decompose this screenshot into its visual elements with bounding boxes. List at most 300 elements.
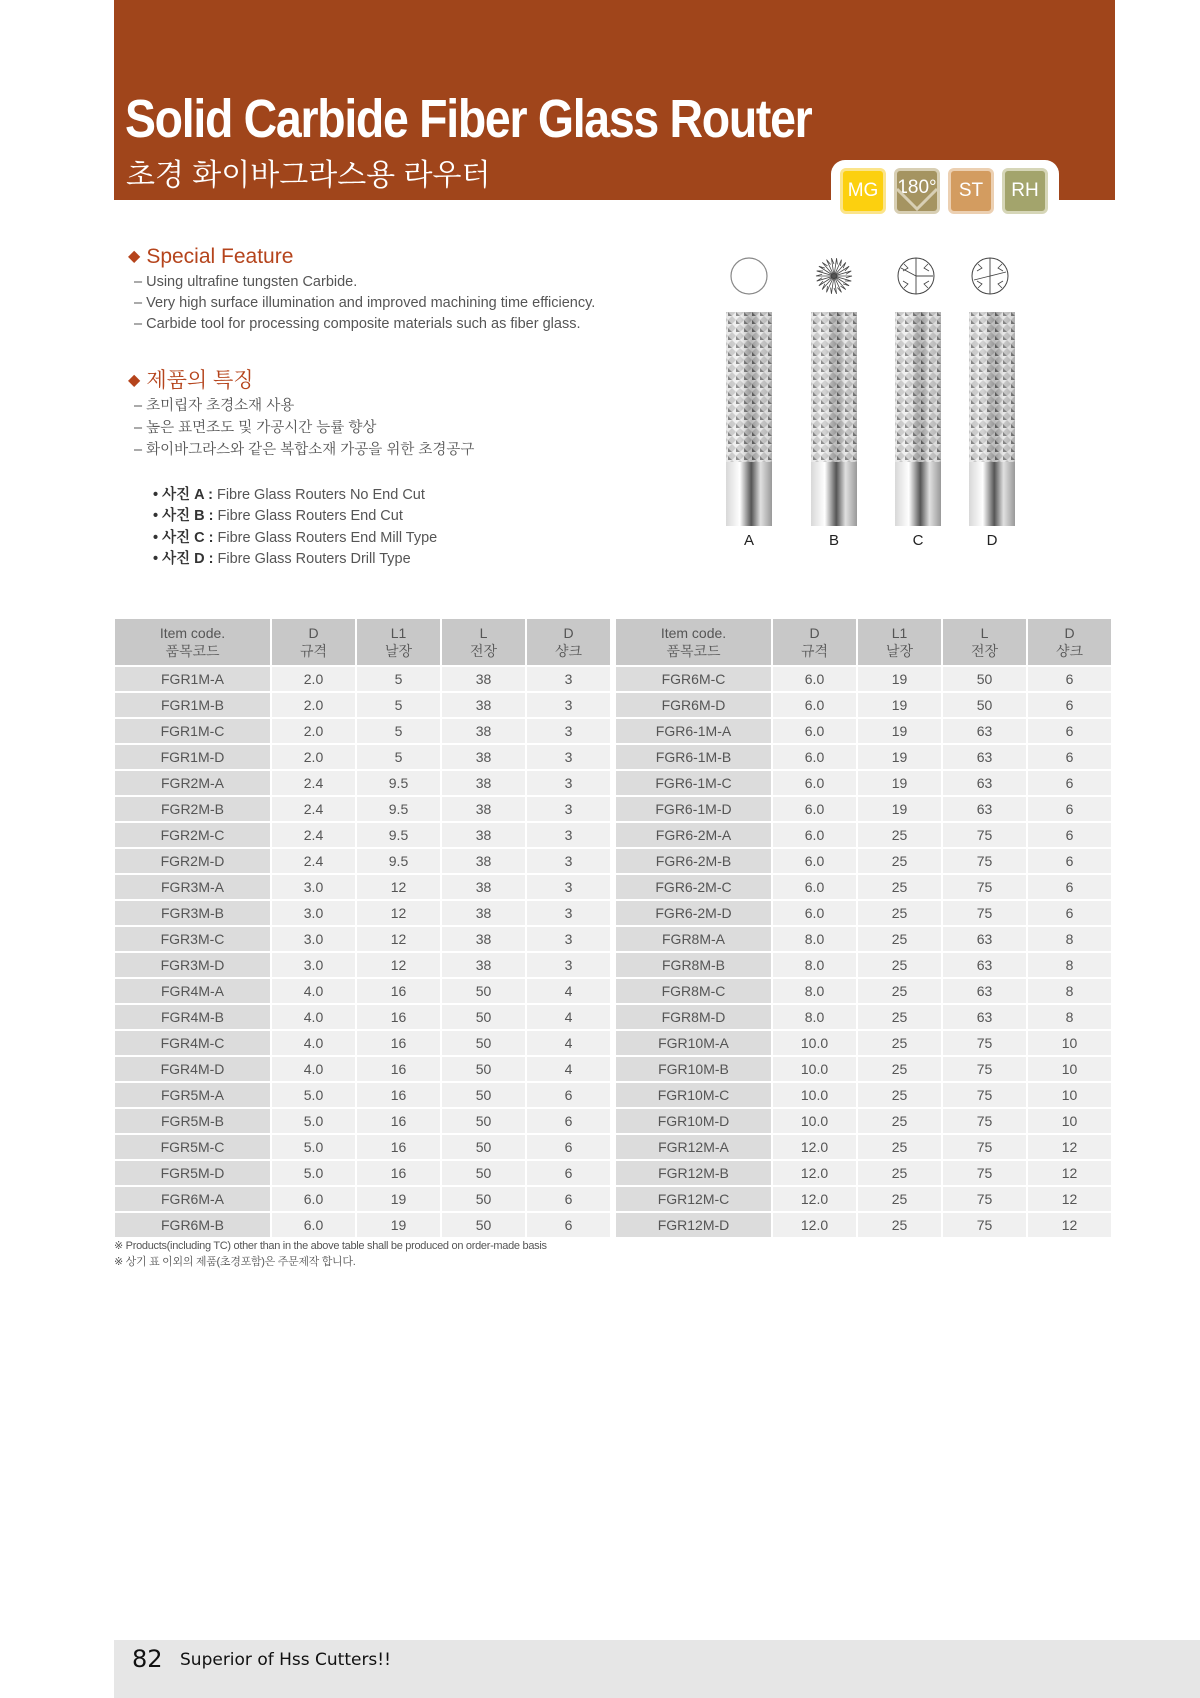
table-row: [115, 823, 610, 847]
table-row: [115, 719, 610, 743]
header-overall-length: L 전장: [442, 619, 525, 665]
cell-overall-length: 38: [442, 667, 525, 691]
cell-flute-length: 25: [858, 1109, 941, 1133]
cell-flute-length: 25: [858, 1161, 941, 1185]
cell-item-code: FGR2M-A: [115, 771, 270, 795]
cell-item-code: FGR10M-D: [616, 1109, 771, 1133]
header-item-code: Item code. 품목코드: [115, 619, 270, 665]
feature-ko-item: – 높은 표면조도 및 가공시간 능률 향상: [134, 420, 377, 436]
cell-flute-length: 25: [858, 1031, 941, 1055]
cell-overall-length: 38: [442, 719, 525, 743]
cell-item-code: FGR12M-B: [616, 1161, 771, 1185]
cell-diameter: 6.0: [773, 823, 856, 847]
cell-overall-length: 50: [442, 1187, 525, 1211]
table-row: [616, 927, 1111, 951]
cell-diameter: 6.0: [773, 667, 856, 691]
special-feature-heading: ◆ Special Feature: [128, 245, 294, 268]
cross-section-b-icon: [814, 256, 854, 296]
photo-legend-item: • 사진 A : Fibre Glass Routers No End Cut: [153, 487, 425, 503]
badge-st: ST: [948, 168, 994, 214]
table-row: [115, 797, 610, 821]
cell-overall-length: 75: [943, 1213, 1026, 1237]
table-row: [115, 1135, 610, 1159]
cell-item-code: FGR8M-A: [616, 927, 771, 951]
cell-item-code: FGR6-1M-A: [616, 719, 771, 743]
cell-diameter: 2.4: [272, 823, 355, 847]
cell-shank: 6: [1028, 797, 1111, 821]
helix-angle-label: 180°: [897, 177, 937, 198]
v-shape-icon: [897, 187, 937, 211]
note-en: ※ Products(including TC) other than in the above table shall be produced on order-made basis: [114, 1240, 547, 1252]
cell-shank: 3: [527, 667, 610, 691]
cell-overall-length: 50: [943, 693, 1026, 717]
cell-item-code: FGR8M-B: [616, 953, 771, 977]
cell-diameter: 8.0: [773, 953, 856, 977]
cell-flute-length: 12: [357, 901, 440, 925]
diamond-bullet-icon: ◆: [128, 248, 141, 265]
cell-shank: 12: [1028, 1213, 1111, 1237]
cell-flute-length: 19: [858, 719, 941, 743]
cell-shank: 10: [1028, 1109, 1111, 1133]
cell-flute-length: 5: [357, 719, 440, 743]
cell-flute-length: 25: [858, 875, 941, 899]
feature-ko-item: – 화이바그라스와 같은 복합소재 가공을 위한 초경공구: [134, 442, 475, 458]
table-row: [616, 1109, 1111, 1133]
cell-shank: 3: [527, 927, 610, 951]
badge-mg: MG: [840, 168, 886, 214]
table-row: [115, 1161, 610, 1185]
cell-overall-length: 75: [943, 849, 1026, 873]
cell-shank: 3: [527, 901, 610, 925]
cell-shank: 6: [527, 1161, 610, 1185]
table-header-row: [115, 619, 610, 665]
cell-flute-length: 9.5: [357, 849, 440, 873]
cell-flute-length: 9.5: [357, 797, 440, 821]
cell-shank: 3: [527, 849, 610, 873]
cell-flute-length: 25: [858, 927, 941, 951]
cell-flute-length: 25: [858, 1057, 941, 1081]
spec-table-right: [614, 617, 1113, 1239]
cell-flute-length: 19: [858, 771, 941, 795]
cell-overall-length: 50: [442, 1057, 525, 1081]
cell-item-code: FGR5M-C: [115, 1135, 270, 1159]
cell-flute-length: 19: [858, 667, 941, 691]
cell-item-code: FGR1M-B: [115, 693, 270, 717]
cell-diameter: 2.0: [272, 719, 355, 743]
cell-overall-length: 75: [943, 1161, 1026, 1185]
cell-flute-length: 25: [858, 849, 941, 873]
cell-overall-length: 50: [442, 1031, 525, 1055]
cell-overall-length: 63: [943, 1005, 1026, 1029]
header-flute-length: L1 날장: [357, 619, 440, 665]
cell-flute-length: 12: [357, 927, 440, 951]
cell-item-code: FGR10M-B: [616, 1057, 771, 1081]
cell-shank: 6: [1028, 875, 1111, 899]
cell-shank: 3: [527, 875, 610, 899]
cell-shank: 3: [527, 771, 610, 795]
feature-ko-item: – 초미립자 초경소재 사용: [134, 398, 295, 414]
cell-flute-length: 5: [357, 693, 440, 717]
cell-flute-length: 25: [858, 1213, 941, 1237]
cell-overall-length: 63: [943, 979, 1026, 1003]
table-row: [115, 1083, 610, 1107]
cell-shank: 8: [1028, 1005, 1111, 1029]
cell-flute-length: 25: [858, 1135, 941, 1159]
cell-item-code: FGR4M-B: [115, 1005, 270, 1029]
cell-overall-length: 50: [442, 1109, 525, 1133]
table-row: [616, 771, 1111, 795]
cell-shank: 3: [527, 953, 610, 977]
cell-item-code: FGR6-2M-D: [616, 901, 771, 925]
cell-overall-length: 75: [943, 1187, 1026, 1211]
cell-overall-length: 75: [943, 823, 1026, 847]
cell-flute-length: 9.5: [357, 823, 440, 847]
table-row: [115, 667, 610, 691]
cell-flute-length: 16: [357, 1057, 440, 1081]
cell-overall-length: 75: [943, 1109, 1026, 1133]
cell-diameter: 8.0: [773, 979, 856, 1003]
cell-diameter: 3.0: [272, 875, 355, 899]
cell-flute-length: 5: [357, 667, 440, 691]
tool-image-d: [967, 312, 1017, 526]
cell-shank: 4: [527, 1005, 610, 1029]
cell-diameter: 6.0: [773, 771, 856, 795]
cell-shank: 8: [1028, 927, 1111, 951]
cell-diameter: 10.0: [773, 1109, 856, 1133]
cell-item-code: FGR6-1M-C: [616, 771, 771, 795]
cell-item-code: FGR6-2M-A: [616, 823, 771, 847]
table-row: [616, 797, 1111, 821]
cell-flute-length: 25: [858, 979, 941, 1003]
cell-flute-length: 16: [357, 1161, 440, 1185]
cell-diameter: 2.4: [272, 771, 355, 795]
header-shank: D 샹크: [1028, 619, 1111, 665]
table-row: [616, 979, 1111, 1003]
cell-overall-length: 38: [442, 849, 525, 873]
cell-shank: 6: [1028, 771, 1111, 795]
cell-shank: 6: [1028, 849, 1111, 873]
cell-shank: 6: [1028, 823, 1111, 847]
cross-section-a-icon: [729, 256, 769, 296]
tool-image-c: [893, 312, 943, 526]
cell-shank: 12: [1028, 1161, 1111, 1185]
cell-shank: 3: [527, 719, 610, 743]
cell-diameter: 5.0: [272, 1135, 355, 1159]
cell-flute-length: 16: [357, 1031, 440, 1055]
cross-section-c-icon: [896, 256, 936, 296]
table-row: [115, 875, 610, 899]
header-overall-length: L 전장: [943, 619, 1026, 665]
cell-item-code: FGR6M-B: [115, 1213, 270, 1237]
cell-shank: 3: [527, 823, 610, 847]
cell-item-code: FGR6-2M-B: [616, 849, 771, 873]
table-row: [115, 927, 610, 951]
cell-overall-length: 50: [442, 1135, 525, 1159]
cell-item-code: FGR6-2M-C: [616, 875, 771, 899]
cell-item-code: FGR1M-A: [115, 667, 270, 691]
cell-shank: 12: [1028, 1135, 1111, 1159]
cell-flute-length: 16: [357, 1083, 440, 1107]
cell-diameter: 6.0: [773, 745, 856, 769]
cell-overall-length: 38: [442, 927, 525, 951]
table-row: [616, 1213, 1111, 1237]
cell-overall-length: 50: [442, 1083, 525, 1107]
feature-en-item: – Carbide tool for processing composite materials such as fiber glass.: [134, 316, 581, 332]
spec-table-left: [113, 617, 612, 1239]
cell-flute-length: 25: [858, 823, 941, 847]
tool-label-c: C: [912, 532, 924, 549]
cell-shank: 8: [1028, 979, 1111, 1003]
cell-shank: 6: [1028, 719, 1111, 743]
table-row: [115, 953, 610, 977]
cell-diameter: 6.0: [272, 1213, 355, 1237]
cell-overall-length: 50: [442, 1213, 525, 1237]
cell-flute-length: 25: [858, 953, 941, 977]
cell-item-code: FGR3M-A: [115, 875, 270, 899]
cell-shank: 3: [527, 745, 610, 769]
table-row: [616, 1057, 1111, 1081]
cell-item-code: FGR5M-D: [115, 1161, 270, 1185]
table-row: [115, 979, 610, 1003]
cell-diameter: 6.0: [773, 901, 856, 925]
cell-shank: 4: [527, 979, 610, 1003]
cell-diameter: 10.0: [773, 1057, 856, 1081]
cell-diameter: 6.0: [773, 849, 856, 873]
cell-overall-length: 38: [442, 797, 525, 821]
cell-shank: 6: [527, 1187, 610, 1211]
cell-overall-length: 50: [442, 979, 525, 1003]
cell-diameter: 2.4: [272, 797, 355, 821]
cell-diameter: 5.0: [272, 1161, 355, 1185]
cell-overall-length: 63: [943, 927, 1026, 951]
cell-overall-length: 38: [442, 745, 525, 769]
cell-flute-length: 12: [357, 953, 440, 977]
cell-flute-length: 16: [357, 979, 440, 1003]
cell-overall-length: 63: [943, 771, 1026, 795]
cell-shank: 6: [1028, 667, 1111, 691]
table-row: [616, 875, 1111, 899]
cell-overall-length: 50: [943, 667, 1026, 691]
cell-diameter: 2.0: [272, 667, 355, 691]
feature-en-item: – Very high surface illumination and improved machining time efficiency.: [134, 295, 596, 311]
cross-section-d-icon: [970, 256, 1010, 296]
cell-flute-length: 19: [858, 693, 941, 717]
cell-flute-length: 25: [858, 1187, 941, 1211]
tool-image-a: [724, 312, 774, 526]
cell-shank: 10: [1028, 1083, 1111, 1107]
cell-overall-length: 38: [442, 771, 525, 795]
cell-item-code: FGR4M-A: [115, 979, 270, 1003]
table-row: [616, 745, 1111, 769]
cell-overall-length: 75: [943, 1031, 1026, 1055]
tool-label-d: D: [986, 532, 998, 549]
table-row: [115, 693, 610, 717]
table-row: [616, 693, 1111, 717]
cell-diameter: 2.4: [272, 849, 355, 873]
cell-item-code: FGR5M-B: [115, 1109, 270, 1133]
cell-overall-length: 38: [442, 901, 525, 925]
cell-item-code: FGR10M-A: [616, 1031, 771, 1055]
table-row: [115, 849, 610, 873]
cell-flute-length: 25: [858, 1005, 941, 1029]
cell-diameter: 3.0: [272, 901, 355, 925]
table-row: [115, 1187, 610, 1211]
cell-overall-length: 63: [943, 745, 1026, 769]
table-row: [616, 719, 1111, 743]
cell-item-code: FGR5M-A: [115, 1083, 270, 1107]
cell-shank: 4: [527, 1057, 610, 1081]
table-row: [616, 1135, 1111, 1159]
cell-diameter: 12.0: [773, 1161, 856, 1185]
header-item-code: Item code. 품목코드: [616, 619, 771, 665]
cell-item-code: FGR12M-A: [616, 1135, 771, 1159]
table-row: [616, 849, 1111, 873]
cell-overall-length: 63: [943, 719, 1026, 743]
cell-diameter: 10.0: [773, 1031, 856, 1055]
cell-overall-length: 38: [442, 875, 525, 899]
cell-shank: 6: [527, 1109, 610, 1133]
cell-diameter: 8.0: [773, 1005, 856, 1029]
table-row: [115, 745, 610, 769]
cell-item-code: FGR3M-C: [115, 927, 270, 951]
cell-flute-length: 5: [357, 745, 440, 769]
page-title: Solid Carbide Fiber Glass Router: [125, 89, 812, 149]
cell-overall-length: 63: [943, 953, 1026, 977]
diamond-bullet-icon: ◆: [128, 372, 141, 389]
cell-flute-length: 16: [357, 1109, 440, 1133]
cell-flute-length: 16: [357, 1135, 440, 1159]
table-row: [616, 1083, 1111, 1107]
note-ko: ※ 상기 표 이외의 제품(초경포함)은 주문제작 합니다.: [114, 1256, 356, 1268]
cell-diameter: 4.0: [272, 1005, 355, 1029]
cell-flute-length: 16: [357, 1005, 440, 1029]
cell-diameter: 2.0: [272, 745, 355, 769]
cell-flute-length: 25: [858, 1083, 941, 1107]
cell-shank: 4: [527, 1031, 610, 1055]
cell-shank: 3: [527, 693, 610, 717]
table-row: [115, 1109, 610, 1133]
page-subtitle-korean: 초경 화이바그라스용 라우터: [126, 159, 491, 192]
cell-item-code: FGR3M-D: [115, 953, 270, 977]
cell-flute-length: 19: [357, 1187, 440, 1211]
cell-diameter: 5.0: [272, 1109, 355, 1133]
table-row: [115, 1005, 610, 1029]
cell-shank: 10: [1028, 1031, 1111, 1055]
cell-item-code: FGR12M-D: [616, 1213, 771, 1237]
table-row: [616, 1005, 1111, 1029]
cell-shank: 8: [1028, 953, 1111, 977]
cell-shank: 6: [1028, 745, 1111, 769]
cell-diameter: 4.0: [272, 1031, 355, 1055]
cell-item-code: FGR2M-B: [115, 797, 270, 821]
cell-item-code: FGR4M-D: [115, 1057, 270, 1081]
table-row: [115, 1031, 610, 1055]
cell-overall-length: 75: [943, 1057, 1026, 1081]
cell-overall-length: 50: [442, 1005, 525, 1029]
tool-image-b: [809, 312, 859, 526]
cell-overall-length: 63: [943, 797, 1026, 821]
cell-diameter: 6.0: [272, 1187, 355, 1211]
cell-flute-length: 19: [357, 1213, 440, 1237]
table-row: [616, 1161, 1111, 1185]
tool-label-b: B: [828, 532, 839, 549]
photo-legend-item: • 사진 B : Fibre Glass Routers End Cut: [153, 508, 403, 524]
cell-item-code: FGR2M-D: [115, 849, 270, 873]
cell-item-code: FGR8M-C: [616, 979, 771, 1003]
feature-en-item: – Using ultrafine tungsten Carbide.: [134, 274, 358, 290]
cell-overall-length: 38: [442, 953, 525, 977]
table-row: [616, 953, 1111, 977]
cell-shank: 6: [527, 1083, 610, 1107]
cell-diameter: 6.0: [773, 693, 856, 717]
table-row: [115, 1057, 610, 1081]
cell-diameter: 10.0: [773, 1083, 856, 1107]
cell-item-code: FGR1M-D: [115, 745, 270, 769]
header-diameter: D 규격: [272, 619, 355, 665]
cell-overall-length: 75: [943, 1083, 1026, 1107]
cell-flute-length: 19: [858, 797, 941, 821]
cell-shank: 6: [1028, 693, 1111, 717]
photo-legend-item: • 사진 D : Fibre Glass Routers Drill Type: [153, 551, 411, 567]
footer-tagline: Superior of Hss Cutters!!: [180, 1650, 391, 1670]
table-row: [115, 901, 610, 925]
cell-flute-length: 25: [858, 901, 941, 925]
cell-item-code: FGR6M-A: [115, 1187, 270, 1211]
tool-label-a: A: [743, 532, 754, 549]
table-header-row: [616, 619, 1111, 665]
cell-diameter: 4.0: [272, 979, 355, 1003]
cell-shank: 12: [1028, 1187, 1111, 1211]
cell-shank: 6: [527, 1135, 610, 1159]
cell-shank: 3: [527, 797, 610, 821]
cell-item-code: FGR10M-C: [616, 1083, 771, 1107]
cell-overall-length: 38: [442, 693, 525, 717]
table-row: [616, 901, 1111, 925]
cell-overall-length: 50: [442, 1161, 525, 1185]
cell-diameter: 4.0: [272, 1057, 355, 1081]
cell-item-code: FGR6M-C: [616, 667, 771, 691]
table-row: [616, 1187, 1111, 1211]
cell-diameter: 3.0: [272, 953, 355, 977]
cell-shank: 6: [527, 1213, 610, 1237]
header-flute-length: L1 날장: [858, 619, 941, 665]
cell-flute-length: 12: [357, 875, 440, 899]
badge-rh: RH: [1002, 168, 1048, 214]
cell-diameter: 5.0: [272, 1083, 355, 1107]
header-diameter: D 규격: [773, 619, 856, 665]
photo-legend-item: • 사진 C : Fibre Glass Routers End Mill Type: [153, 530, 438, 546]
cell-diameter: 6.0: [773, 797, 856, 821]
cell-overall-length: 75: [943, 1135, 1026, 1159]
cell-item-code: FGR6-1M-D: [616, 797, 771, 821]
table-row: [115, 1213, 610, 1237]
feature-ko-heading: ◆ 제품의 특징: [128, 369, 254, 392]
cell-item-code: FGR8M-D: [616, 1005, 771, 1029]
table-row: [616, 667, 1111, 691]
header-shank: D 샹크: [527, 619, 610, 665]
table-row: [616, 823, 1111, 847]
cell-item-code: FGR4M-C: [115, 1031, 270, 1055]
badge-helix-angle: [894, 168, 940, 214]
cell-flute-length: 19: [858, 745, 941, 769]
table-row: [115, 771, 610, 795]
cell-diameter: 8.0: [773, 927, 856, 951]
cell-diameter: 12.0: [773, 1213, 856, 1237]
cell-overall-length: 75: [943, 901, 1026, 925]
cell-item-code: FGR6M-D: [616, 693, 771, 717]
cell-item-code: FGR2M-C: [115, 823, 270, 847]
cell-overall-length: 75: [943, 875, 1026, 899]
